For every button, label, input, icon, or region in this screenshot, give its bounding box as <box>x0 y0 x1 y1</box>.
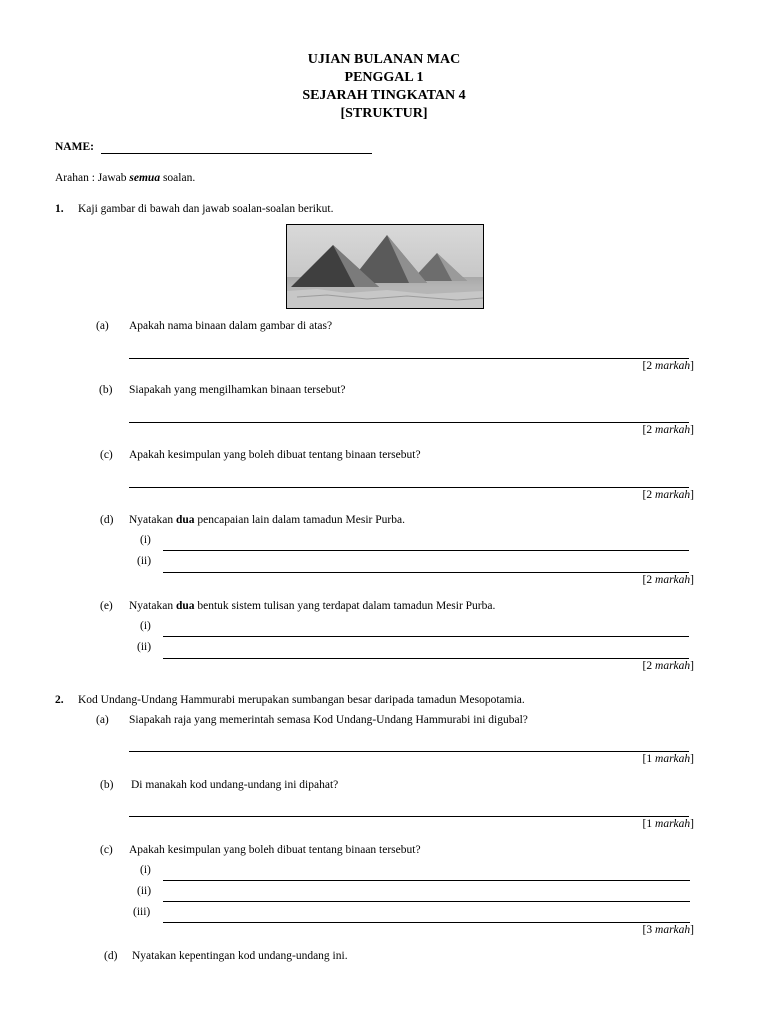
q1e-ii-label: (ii) <box>137 641 152 653</box>
q1d-text-pre: Nyatakan <box>129 514 176 526</box>
q2b-mark-end: ] <box>690 818 694 830</box>
q1e-text-post: bentuk sistem tulisan yang terdapat dalam tamadun Mesir Purba. <box>194 600 496 612</box>
q1b-text: Siapakah yang mengilhamkan binaan tersebut? <box>129 384 346 396</box>
q1e-mark-word: markah <box>655 660 691 672</box>
q1c-label: (c) <box>100 449 113 461</box>
q2d-text: Nyatakan kepentingan kod undang-undang ini. <box>132 950 348 962</box>
q1b-mark-end: ] <box>690 424 694 436</box>
pyramid-image <box>287 225 483 308</box>
header-section: [STRUKTUR] <box>340 106 428 121</box>
q1e-mark <box>643 660 694 672</box>
q1e-text-bold: dua <box>175 600 195 612</box>
q1c-mark-end: ] <box>690 489 694 501</box>
q1c-mark-word: markah <box>655 489 691 501</box>
q2c-mark-num: [3 <box>642 924 656 936</box>
q1a-label: (a) <box>96 320 109 332</box>
q1d-mark <box>643 574 694 586</box>
header-term: PENGGAL 1 <box>344 70 424 85</box>
q1c-mark-num: [2 <box>642 489 656 501</box>
q2c-ii-answer-line[interactable] <box>163 901 690 902</box>
instruction-emphasis: semua <box>129 172 161 184</box>
q2a-mark-end: ] <box>690 753 694 765</box>
q1d-text-bold: dua <box>175 514 195 526</box>
pyramid-photo <box>286 224 484 309</box>
q1d-i-label: (i) <box>140 534 151 546</box>
q1d-mark-word: markah <box>655 574 691 586</box>
q2b-answer-line[interactable] <box>129 816 689 817</box>
q2c-mark-word: markah <box>655 924 691 936</box>
q1b-mark-word: markah <box>655 424 691 436</box>
q1d-mark-end: ] <box>690 574 694 586</box>
q1c-text: Apakah kesimpulan yang boleh dibuat tentang binaan tersebut? <box>129 449 421 461</box>
q1a-answer-line[interactable] <box>129 358 689 359</box>
q2a-mark <box>643 753 694 765</box>
q1d-ii-label: (ii) <box>137 555 152 567</box>
instruction-prefix: Arahan : Jawab <box>55 172 130 184</box>
q1b-label: (b) <box>99 384 113 396</box>
q2c-iii-answer-line[interactable] <box>163 922 690 923</box>
q2b-mark-word: markah <box>655 818 691 830</box>
q2d-label: (d) <box>104 950 118 962</box>
q1d-i-answer-line[interactable] <box>163 550 689 551</box>
q2a-label: (a) <box>96 714 109 726</box>
q1d-text-post: pencapaian lain dalam tamadun Mesir Purba. <box>194 514 405 526</box>
q2a-answer-line[interactable] <box>129 751 689 752</box>
q1a-mark-num: [2 <box>642 360 656 372</box>
q1c-mark <box>643 489 694 501</box>
q1e-i-answer-line[interactable] <box>163 636 689 637</box>
q1b-answer-line[interactable] <box>129 422 689 423</box>
q2c-iii-label: (iii) <box>133 906 151 918</box>
q1e-i-label: (i) <box>140 620 151 632</box>
q2a-mark-num: [1 <box>642 753 656 765</box>
q1e-mark-num: [2 <box>642 660 656 672</box>
q2c-text: Apakah kesimpulan yang boleh dibuat tentang binaan tersebut? <box>129 844 421 856</box>
header-title: UJIAN BULANAN MAC <box>307 52 461 67</box>
q2a-mark-word: markah <box>655 753 691 765</box>
q1e-mark-end: ] <box>690 660 694 672</box>
header-subject: SEJARAH TINGKATAN 4 <box>302 88 466 103</box>
q2-text: Kod Undang-Undang Hammurabi merupakan sumbangan besar daripada tamadun Mesopotamia. <box>78 694 525 706</box>
q1d-ii-answer-line[interactable] <box>163 572 689 573</box>
q2c-ii-label: (ii) <box>137 885 152 897</box>
q2b-mark <box>643 818 694 830</box>
q1a-mark-end: ] <box>690 360 694 372</box>
q1d-label: (d) <box>100 514 114 526</box>
q1a-text: Apakah nama binaan dalam gambar di atas? <box>129 320 333 332</box>
q2b-text: Di manakah kod undang-undang ini dipahat? <box>131 779 339 791</box>
q1c-answer-line[interactable] <box>129 487 689 488</box>
q1b-mark-num: [2 <box>642 424 656 436</box>
q1-text: Kaji gambar di bawah dan jawab soalan-soalan berikut. <box>78 203 334 215</box>
q1-number: 1. <box>55 203 64 215</box>
q1e-label: (e) <box>100 600 113 612</box>
name-field-line[interactable] <box>101 153 372 154</box>
q2a-text: Siapakah raja yang memerintah semasa Kod Undang-Undang Hammurabi ini digubal? <box>129 714 528 726</box>
q2c-i-answer-line[interactable] <box>163 880 690 881</box>
q2c-mark <box>643 924 694 936</box>
instruction-suffix: soalan. <box>160 172 196 184</box>
q1e-ii-answer-line[interactable] <box>163 658 689 659</box>
q2c-mark-end: ] <box>690 924 694 936</box>
q2c-i-label: (i) <box>140 864 151 876</box>
q2b-label: (b) <box>100 779 114 791</box>
instruction <box>55 172 195 184</box>
q2b-mark-num: [1 <box>642 818 656 830</box>
q1b-mark <box>643 424 694 436</box>
q1a-mark-word: markah <box>655 360 691 372</box>
q1e-text <box>129 600 495 612</box>
q2-number: 2. <box>55 694 64 706</box>
q1a-mark <box>643 360 694 372</box>
q2c-label: (c) <box>100 844 113 856</box>
q1e-text-pre: Nyatakan <box>129 600 176 612</box>
q1d-mark-num: [2 <box>642 574 656 586</box>
name-label: NAME: <box>55 141 94 153</box>
q1d-text <box>129 514 405 526</box>
